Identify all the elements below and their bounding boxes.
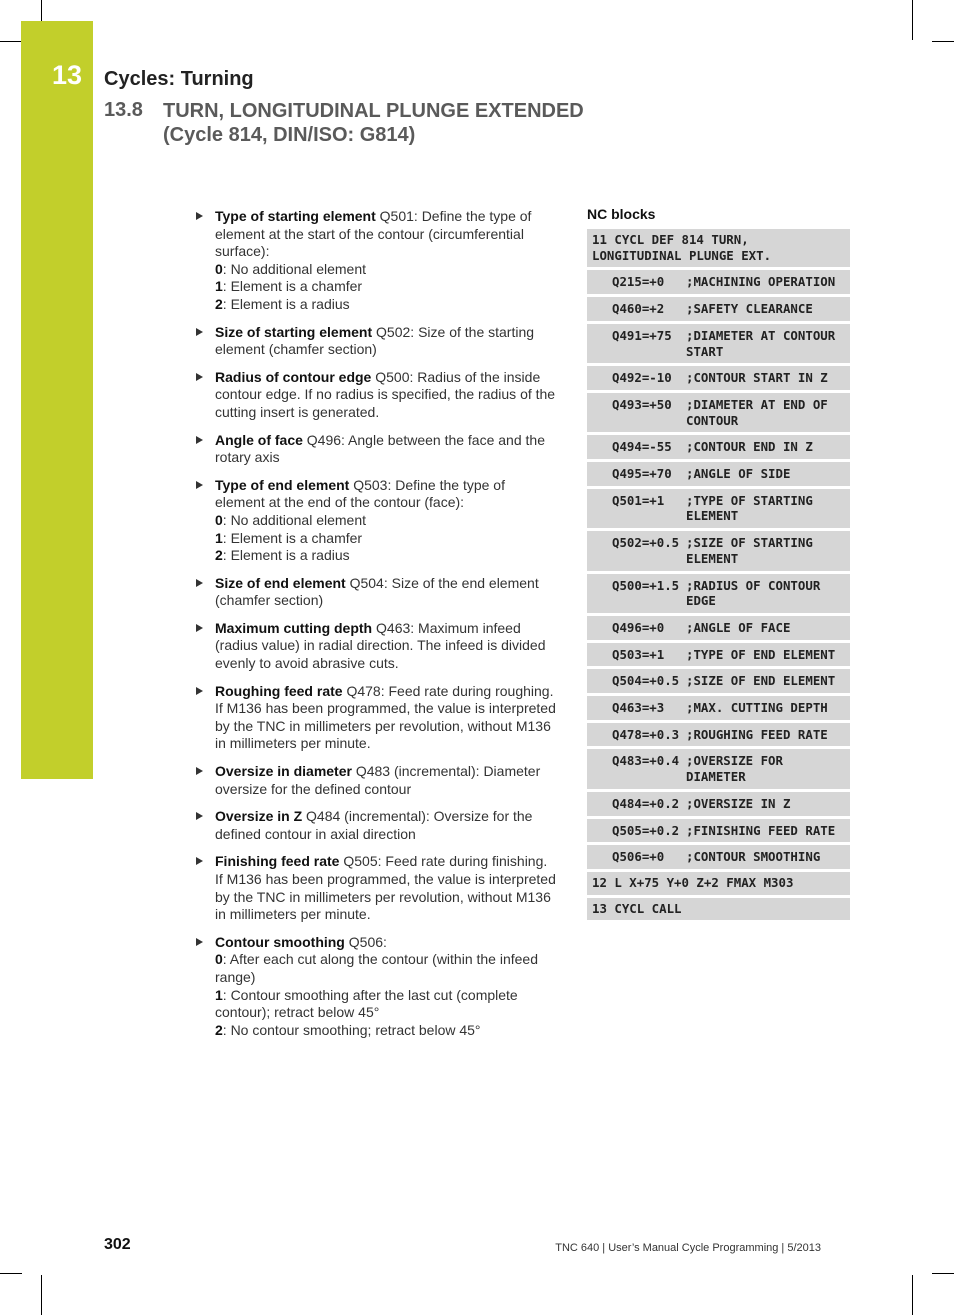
nc-parameter-comment: ;ROUGHING FEED RATE (686, 726, 828, 742)
parameter-description: Q496: Angle between the face and the rotary axis (215, 431, 545, 466)
triangle-bullet-icon (196, 767, 203, 775)
triangle-bullet-icon (196, 373, 203, 381)
triangle-bullet-icon (196, 857, 203, 865)
triangle-bullet-icon (196, 812, 203, 820)
nc-parameter-comment: ;ANGLE OF SIDE (686, 466, 791, 482)
parameter-option (215, 512, 558, 530)
nc-parameter-row (587, 723, 850, 750)
section-number: 13.8 (104, 99, 143, 121)
nc-parameter-row (587, 749, 850, 791)
section-title (163, 99, 584, 147)
crop-mark (912, 0, 913, 40)
parameter-item (193, 808, 558, 843)
section-title-line2: (Cycle 814, DIN/ISO: G814) (163, 124, 416, 146)
parameter-name: Oversize in diameter (215, 763, 352, 780)
parameter-name: Roughing feed rate (215, 682, 343, 699)
option-text: : Element is a radius (222, 295, 350, 312)
triangle-bullet-icon (196, 436, 203, 444)
option-value: 2 (215, 295, 223, 312)
nc-parameter-code: Q503=+1 (612, 646, 665, 662)
nc-parameter-row (587, 393, 850, 435)
nc-parameter-comment: ;DIAMETER AT END OF CONTOUR (686, 396, 828, 428)
nc-parameter-row (587, 462, 850, 489)
nc-parameter-code: Q478=+0.3 (612, 726, 680, 742)
nc-parameter-code: Q463=+3 (612, 700, 665, 716)
nc-header-line: 11 CYCL DEF 814 TURN, (592, 232, 749, 247)
nc-parameter-comment: ;MAX. CUTTING DEPTH (686, 700, 828, 716)
option-text: : After each cut along the contour (within the infeed range) (215, 951, 538, 985)
triangle-bullet-icon (196, 624, 203, 632)
nc-parameter-code: Q494=-55 (612, 439, 672, 455)
nc-parameter-row (587, 489, 850, 531)
section-title-line1: TURN, LONGITUDINAL PLUNGE EXTENDED (163, 100, 584, 122)
parameter-description: Q506: (344, 933, 387, 950)
triangle-bullet-icon (196, 328, 203, 336)
parameter-item (193, 324, 558, 359)
parameter-name: Contour smoothing (215, 933, 345, 950)
nc-parameter-row (587, 845, 850, 872)
nc-parameter-code: Q502=+0.5 (612, 535, 680, 551)
nc-parameter-comment: ;SIZE OF END ELEMENT (686, 673, 836, 689)
option-text: : No contour smoothing; retract below 45° (222, 1021, 481, 1038)
parameter-description: Q505: Feed rate during finishing. If M136 has been programmed, the value is interpreted by the TNC in millimeters per revolution, without M136 in millimeters per minute. (215, 853, 556, 923)
nc-parameter-comment: ;DIAMETER AT CONTOUR START (686, 327, 836, 359)
parameter-name: Type of starting element (215, 208, 376, 224)
nc-parameter-comment: ;CONTOUR SMOOTHING (686, 849, 821, 865)
parameter-option (215, 530, 558, 548)
option-text: : Element is a chamfer (222, 529, 363, 546)
nc-parameter-comment: ;CONTOUR START IN Z (686, 370, 828, 386)
option-value: 0 (215, 951, 223, 968)
nc-parameter-code: Q492=-10 (612, 370, 672, 386)
chapter-number: 13 (52, 60, 83, 90)
parameter-item (193, 432, 558, 467)
nc-parameter-code: Q215=+0 (612, 274, 665, 290)
option-value: 2 (215, 1021, 223, 1038)
nc-parameter-row (587, 819, 850, 846)
parameter-name: Radius of contour edge (215, 368, 372, 385)
parameter-description: Q483 (incremental): Diameter oversize for the defined contour (215, 763, 541, 797)
parameter-option (215, 261, 558, 279)
nc-parameter-code: Q493=+50 (612, 396, 672, 412)
crop-mark (932, 1273, 954, 1274)
nc-blocks-table (587, 229, 850, 923)
nc-parameter-code: Q491=+75 (612, 327, 672, 343)
nc-parameter-comment: ;TYPE OF END ELEMENT (686, 646, 836, 662)
nc-parameter-row (587, 270, 850, 297)
option-value: 2 (215, 547, 223, 564)
parameter-name: Finishing feed rate (215, 853, 340, 870)
option-text: : No additional element (222, 260, 366, 277)
parameter-option (215, 278, 558, 296)
nc-parameter-comment: ;RADIUS OF CONTOUR EDGE (686, 577, 821, 609)
parameter-item (193, 763, 558, 798)
option-value: 1 (215, 529, 223, 546)
nc-parameter-code: Q496=+0 (612, 619, 665, 635)
crop-mark (932, 41, 954, 42)
parameter-item (193, 853, 558, 923)
nc-parameter-row (587, 366, 850, 393)
page-footer: TNC 640 | User’s Manual Cycle Programming | 5/2013 (555, 1242, 821, 1254)
nc-parameter-row (587, 435, 850, 462)
parameter-item (193, 934, 558, 1040)
nc-parameter-row (587, 531, 850, 573)
nc-parameter-row (587, 574, 850, 616)
parameter-option (215, 547, 558, 565)
nc-parameter-code: Q484=+0.2 (612, 795, 680, 811)
parameter-name: Oversize in Z (215, 808, 303, 825)
nc-parameter-comment: ;FINISHING FEED RATE (686, 822, 836, 838)
parameter-name: Size of starting element (215, 323, 373, 340)
parameter-item (193, 575, 558, 610)
crop-mark (0, 1273, 22, 1274)
nc-parameter-row (587, 696, 850, 723)
triangle-bullet-icon (196, 687, 203, 695)
nc-parameter-comment: ;MACHINING OPERATION (686, 274, 836, 290)
triangle-bullet-icon (196, 481, 203, 489)
triangle-bullet-icon (196, 938, 203, 946)
nc-parameter-comment: ;SIZE OF STARTING ELEMENT (686, 535, 813, 566)
nc-parameter-code: Q504=+0.5 (612, 673, 680, 689)
nc-parameter-comment: ;SAFETY CLEARANCE (686, 301, 813, 317)
chapter-title: Cycles: Turning (104, 68, 254, 90)
nc-parameter-code: Q500=+1.5 (612, 577, 680, 593)
parameter-item (193, 683, 558, 753)
option-value: 0 (215, 260, 223, 277)
nc-parameter-code: Q501=+1 (612, 492, 665, 508)
nc-block-row: 13 CYCL CALL (587, 898, 850, 924)
parameter-item (193, 620, 558, 673)
option-value: 1 (215, 278, 223, 295)
nc-blocks-heading: NC blocks (587, 206, 656, 222)
nc-parameter-row (587, 669, 850, 696)
triangle-bullet-icon (196, 579, 203, 587)
parameter-option (215, 987, 558, 1022)
nc-parameter-row (587, 616, 850, 643)
crop-mark (0, 41, 22, 42)
option-text: : Contour smoothing after the last cut (complete contour); retract below 45° (215, 986, 518, 1021)
crop-mark (912, 1275, 913, 1315)
nc-header-line: LONGITUDINAL PLUNGE EXT. (592, 247, 772, 263)
nc-header-row (587, 229, 850, 270)
parameter-name: Size of end element (215, 574, 346, 591)
option-text: : Element is a chamfer (222, 278, 363, 295)
parameter-description: Q501: Define the type of element at the start of the contour (circumferential surface): (215, 208, 532, 260)
parameter-description: Q478: Feed rate during roughing. If M136 has been programmed, the value is interpreted by the TNC in millimeters per revolution, without M136 in millimeters per minute. (215, 682, 556, 752)
nc-parameter-code: Q495=+70 (612, 466, 672, 482)
nc-parameter-code: Q483=+0.4 (612, 753, 680, 769)
option-value: 1 (215, 986, 223, 1003)
parameter-option (215, 296, 558, 314)
nc-parameter-comment: ;ANGLE OF FACE (686, 619, 791, 635)
crop-mark (41, 1275, 42, 1315)
nc-parameter-comment: ;OVERSIZE IN Z (686, 795, 791, 811)
nc-parameter-code: Q505=+0.2 (612, 822, 680, 838)
option-text: : Element is a radius (222, 547, 350, 564)
option-value: 0 (215, 511, 223, 528)
nc-parameter-code: Q460=+2 (612, 301, 665, 317)
nc-parameter-code: Q506=+0 (612, 849, 665, 865)
parameter-description: Q484 (incremental): Oversize for the defined contour in axial direction (215, 808, 533, 842)
parameter-list (193, 208, 558, 1049)
nc-parameter-comment: ;CONTOUR END IN Z (686, 439, 813, 455)
parameter-option (215, 1022, 558, 1040)
nc-parameter-row (587, 324, 850, 366)
parameter-description: Q504: Size of the end element (chamfer section) (215, 574, 539, 609)
parameter-name: Angle of face (215, 431, 303, 448)
parameter-description: Q502: Size of the starting element (chamfer section) (215, 323, 535, 358)
parameter-item (193, 208, 558, 314)
nc-parameter-row (587, 792, 850, 819)
parameter-description: Q500: Radius of the inside contour edge. If no radius is specified, the radius of the cutting insert is generated. (215, 368, 556, 420)
parameter-description: Q463: Maximum infeed (radius value) in radial direction. The infeed is divided evenly to avoid abrasive cuts. (215, 619, 546, 672)
nc-block-row: 12 L X+75 Y+0 Z+2 FMAX M303 (587, 872, 850, 898)
parameter-name: Type of end element (215, 476, 350, 493)
nc-parameter-comment: ;OVERSIZE FOR DIAMETER (686, 753, 783, 785)
chapter-tab (21, 21, 93, 779)
parameter-description: Q503: Define the type of element at the end of the contour (face): (215, 476, 505, 511)
nc-parameter-row (587, 643, 850, 670)
nc-parameter-row (587, 297, 850, 324)
parameter-option (215, 951, 558, 986)
nc-parameter-comment: ;TYPE OF STARTING ELEMENT (686, 492, 813, 524)
parameter-item (193, 369, 558, 422)
option-text: : No additional element (222, 511, 366, 528)
triangle-bullet-icon (196, 212, 203, 220)
parameter-name: Maximum cutting depth (215, 619, 373, 636)
page-number: 302 (104, 1236, 131, 1253)
parameter-item (193, 477, 558, 565)
